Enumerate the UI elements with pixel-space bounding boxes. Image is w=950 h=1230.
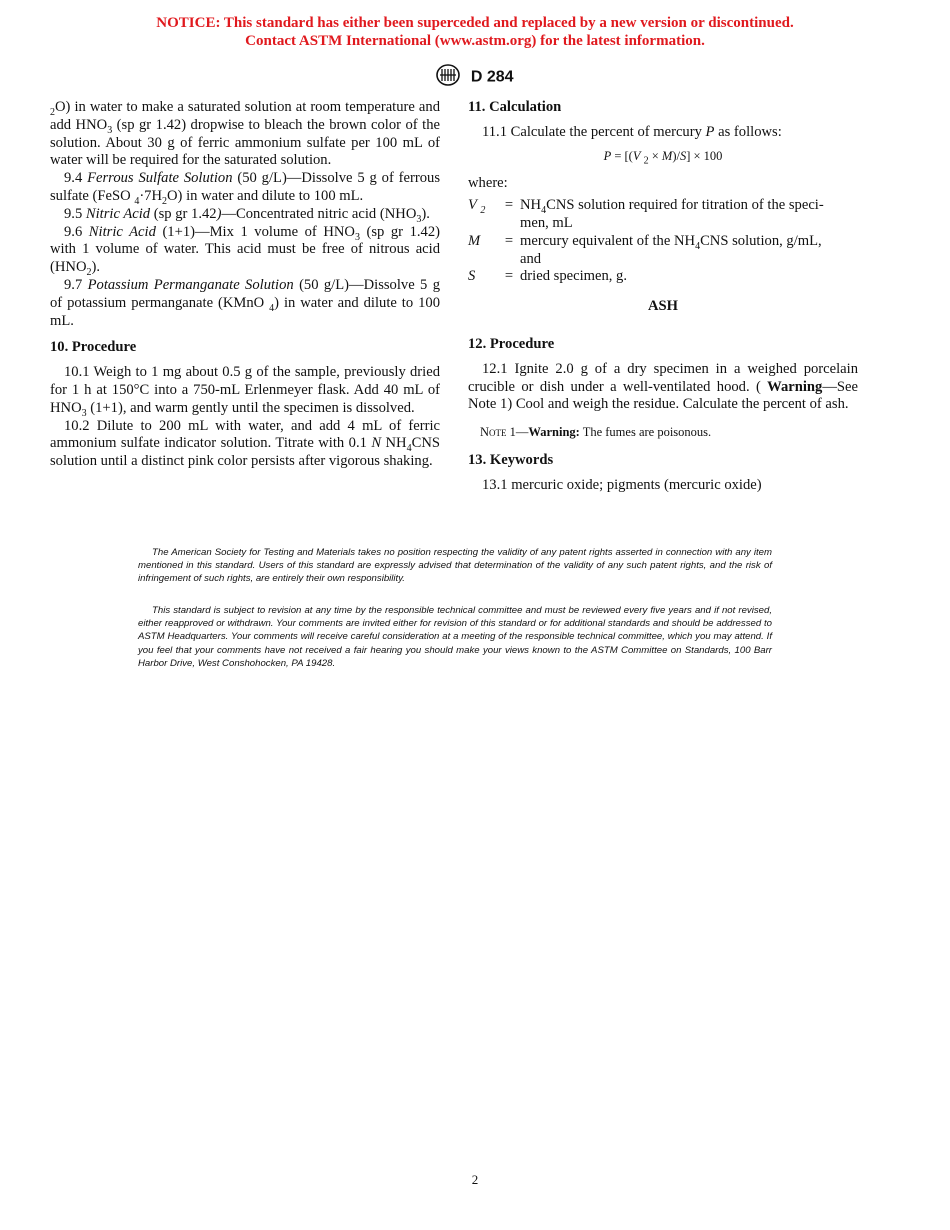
note-1: Note 1—Warning: The fumes are poisonous. <box>480 425 712 440</box>
paragraph-13-1: 13.1 mercuric oxide; pigments (mercuric oxide) <box>482 476 762 493</box>
paragraph-10-1: 10.1 Weigh to 1 mg about 0.5 g of the sample, previously dried for 1 h at 150°C into a 750-mL Erlenmeyer flask. Add 40 mL of $HNO_3$ (1+1), and warm gently until the specimen is dissolved. <box>50 364 440 419</box>
astm-logo-icon <box>436 64 460 91</box>
definition-row: S = dried specimen, g. <box>468 268 627 285</box>
section-11-heading: 11. Calculation <box>468 99 562 115</box>
paragraph-9-4: 9.4 Ferrous Sulfate Solution (50 g/L)—Dissolve 5 g of ferrous sulfate (FeSO $_4\cdot 7H_2O$) in water and dilute to 100 mL. <box>50 170 440 207</box>
definition-row: V $_2$ = $NH_4CNS$ solution required for titration of the speci- men, mL <box>468 197 824 231</box>
paragraph-9-5: 9.5 Nitric Acid (sp gr 1.42)—Concentrated nitric acid $(NHO_3)$. <box>64 205 430 225</box>
superseded-notice <box>0 14 950 50</box>
where-label: where: <box>468 175 508 192</box>
paragraph-10-2: 10.2 Dilute to 200 mL with water, and add 4 mL of ferric ammonium sulfate indicator solution. Titrate with 0.1 N $NH_4CNS$ solution until a distinct pink color persists after vigorous shaking. <box>50 417 440 470</box>
mercury-formula: P = [(V $_2$ × M)/S] × 100 <box>603 148 723 167</box>
ash-heading: ASH <box>647 298 678 315</box>
notice-line-2: Contact ASTM International (www.astm.org) for the latest information. <box>245 33 705 49</box>
paragraph-12-1: 12.1 Ignite 2.0 g of a dry specimen in a weighed porcelain crucible or dish under a well-ventilated hood. ( Warning—See Note 1) Cool and weigh the residue. Calculate the percent of ash. <box>468 360 858 413</box>
revision-disclaimer <box>138 604 772 670</box>
page-header <box>0 64 950 91</box>
paragraph-9-7: 9.7 Potassium Permanganate Solution (50 g/L)—Dissolve 5 g of potassium permanganate (KMnO $_4$) in water and dilute to 100 mL. <box>50 276 440 329</box>
standard-designation: D 284 <box>470 68 514 86</box>
definition-row: M = mercury equivalent of the $NH_4CNS$ solution, g/mL, and <box>468 232 822 267</box>
variable-definitions <box>468 197 858 286</box>
right-column <box>468 99 858 495</box>
paragraph-continuation: $_2$O) in water to make a saturated solution at room temperature and add $HNO_3$ (sp gr 1.42) dropwise to bleach the brown color of the solution. About 30 g of ferric ammonium sulfate per 100 mL of water will be required for the saturated solution. <box>50 99 440 169</box>
revision-disclaimer-text: This standard is subject to revision at any time by the responsible technical committee and must be reviewed every five years and if not revised, either reapproved or withdrawn. Your comments are invited either for revision of this standard or for additional standards and should be addressed to ASTM Headquarters. Your comments will receive careful consideration at a meeting of the responsible technical committee, which you may attend. If you feel that your comments have not received a fair hearing you should make your views known to the ASTM Committee on Standards, 100 Barr Harbor Drive, West Conshohocken, PA 19428. <box>138 605 772 669</box>
patent-disclaimer-text: The American Society for Testing and Materials takes no position respecting the validity of any patent rights asserted in connection with any item mentioned in this standard. Users of this standard are expressly advised that determination of the validity of any such patent rights, and the risk of infringement of such rights, are entirely their own responsibility. <box>138 547 772 585</box>
paragraph-9-6: 9.6 Nitric Acid (1+1)—Mix 1 volume of $HNO_3$ (sp gr 1.42) with 1 volume of water. This acid must be free of nitrous acid $(HNO_2)$. <box>50 223 440 279</box>
left-column <box>50 99 440 471</box>
section-12-heading: 12. Procedure <box>468 335 555 352</box>
section-13-heading: 13. Keywords <box>468 452 554 469</box>
paragraph-11-1: 11.1 Calculate the percent of mercury P as follows: <box>482 123 782 140</box>
notice-line-1: NOTICE: This standard has either been superceded and replaced by a new version or discontinued. <box>156 15 794 31</box>
section-10-heading: 10. Procedure <box>50 339 137 356</box>
patent-disclaimer <box>138 546 772 586</box>
page-number: 2 <box>471 1172 479 1187</box>
